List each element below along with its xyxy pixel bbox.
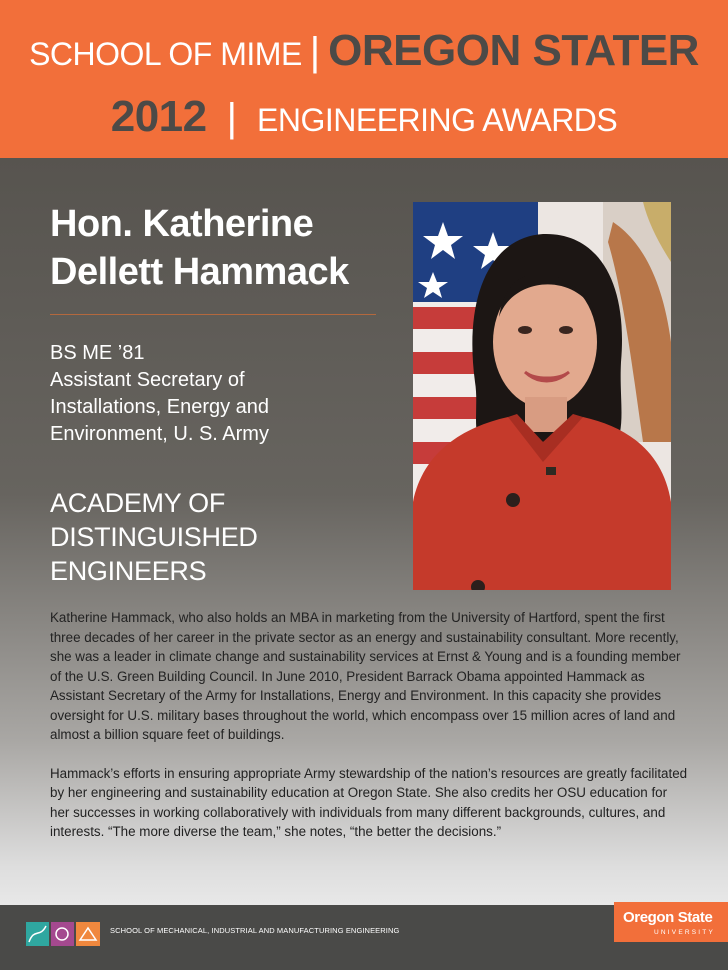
- credential-line: Assistant Secretary of: [50, 369, 245, 391]
- honoree-name: [50, 200, 410, 296]
- credential-line: BS ME ’81: [50, 342, 145, 364]
- bio-paragraph-2: Hammack’s efforts in ensuring appropriate Army stewardship of the nation’s resources are greatly facilitated by her engineering and sustainability education at Oregon State. She also credits her OSU education for her successes in working collaboratively with individuals from many different backgrounds, cultures, and interests. “The more diverse the team,” she notes, “the better the decisions.”: [50, 765, 688, 839]
- bio-paragraph-1: Katherine Hammack, who also holds an MBA in marketing from the University of Hartford, spent the first three decades of her career in the private sector as an energy and sustainability consultant. More recently, she was a leader in climate change and sustainability services at Ernst & Young and is a founding member of the U.S. Green Building Council. In June 2010, President Barrack Obama appointed Hammack as Assistant Secretary of the Army for Installations, Energy and Environment. In this capacity she provides oversight for U.S. military bases throughout the world, which encompass over 15 million acres of land and almost a billion square feet of buildings.: [50, 610, 681, 742]
- credential-line: Environment, U. S. Army: [50, 423, 269, 445]
- header-publication: OREGON STATER: [328, 26, 699, 75]
- name-divider: [50, 314, 376, 315]
- footer-school-name: SCHOOL OF MECHANICAL, INDUSTRIAL AND MANUFACTURING ENGINEERING: [110, 926, 400, 935]
- award-title: [50, 486, 390, 588]
- bio-text: [50, 608, 690, 861]
- honoree-credentials: [50, 340, 390, 448]
- header-line-1: [0, 26, 728, 76]
- header-separator: |: [309, 30, 321, 74]
- award-line: ENGINEERS: [50, 556, 207, 586]
- honoree-name-line-2: Dellett Hammack: [50, 251, 349, 293]
- header-separator-2: |: [226, 96, 238, 140]
- header-year: 2012: [110, 92, 207, 141]
- header-awards: ENGINEERING AWARDS: [257, 102, 618, 138]
- osu-logo-sub: UNIVERSITY: [654, 929, 716, 936]
- portrait-illustration: [413, 202, 671, 590]
- honoree-name-line-1: Hon. Katherine: [50, 203, 314, 245]
- award-line: ACADEMY OF: [50, 488, 226, 518]
- portrait-photo: [413, 202, 671, 590]
- credential-line: Installations, Energy and: [50, 396, 270, 418]
- osu-logo-name: Oregon State: [623, 909, 713, 926]
- school-logo-icons: [26, 922, 100, 946]
- header-school: SCHOOL OF MIME: [29, 36, 302, 72]
- header-line-2: [0, 92, 728, 142]
- award-line: DISTINGUISHED: [50, 522, 258, 552]
